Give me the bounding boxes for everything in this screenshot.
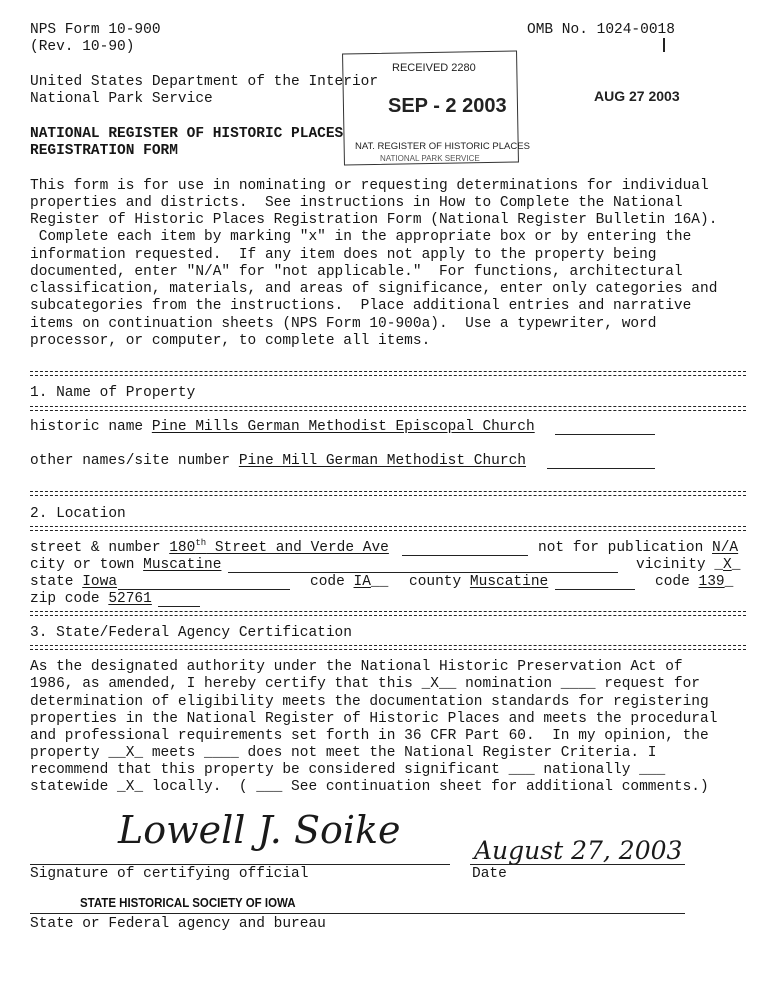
agency-name: National Park Service	[30, 91, 213, 107]
section-divider	[30, 611, 746, 616]
date-line	[470, 864, 685, 865]
received-stamp-register: NAT. REGISTER OF HISTORIC PLACES	[355, 141, 530, 152]
state-code-value: IA	[353, 574, 371, 590]
corner-mark	[663, 38, 665, 52]
zip-underline	[158, 606, 200, 607]
handwritten-date: August 27, 2003	[474, 836, 683, 865]
other-names-field	[30, 453, 526, 470]
historic-name-label: historic name	[30, 419, 152, 435]
city-value: Muscatine	[143, 557, 222, 573]
certification-line-3: determination of eligibility meets the documentation standards for registering	[30, 694, 709, 710]
not-for-publication-field	[538, 540, 738, 557]
section-divider	[30, 526, 746, 531]
county-underline	[555, 589, 635, 590]
city-field	[30, 557, 221, 574]
certification-line-5: and professional requirements set forth in 36 CFR Part 60. In my opinion, the	[30, 728, 709, 744]
form-number: NPS Form 10-900	[30, 22, 161, 38]
form-title: NATIONAL REGISTER OF HISTORIC PLACES	[30, 126, 344, 142]
state-underline	[118, 589, 290, 590]
street-label: street & number	[30, 540, 170, 556]
section-2-heading: 2. Location	[30, 506, 126, 522]
certification-line-4: properties in the National Register of Historic Places and meets the procedural	[30, 711, 718, 727]
zip-value: 52761	[108, 591, 152, 607]
section-divider	[30, 645, 746, 650]
certification-line-6: property __X_ meets ____ does not meet the National Register Criteria. I	[30, 745, 657, 761]
instructions-line-5: information requested. If any item does not apply to the property being	[30, 247, 657, 263]
county-value: Muscatine	[469, 574, 549, 590]
instructions-line-10: processor, or computer, to complete all items.	[30, 333, 431, 349]
state-code-label: code	[310, 574, 354, 590]
handwritten-signature: Lowell J. Soike	[118, 808, 401, 852]
instructions-line-8: subcategories from the instructions. Place additional entries and narrative	[30, 298, 692, 314]
vicinity-label: vicinity	[636, 557, 715, 573]
county-field	[409, 574, 548, 591]
street-value: 180th Street and Verde Ave	[169, 538, 389, 556]
instructions-line-6: documented, enter "N/A" for "not applicable." For functions, architectural	[30, 264, 683, 280]
instructions-line-9: items on continuation sheets (NPS Form 10-900a). Use a typewriter, word	[30, 316, 657, 332]
date-label: Date	[472, 866, 507, 882]
certification-line-1: As the designated authority under the National Historic Preservation Act of	[30, 659, 683, 675]
aug-date-stamp: AUG 27 2003	[594, 88, 680, 104]
certification-line-8: statewide _X_ locally. ( ___ See continuation sheet for additional comments.)	[30, 779, 709, 795]
section-divider	[30, 406, 746, 411]
instructions-line-4: Complete each item by marking "x" in the appropriate box or by entering the	[30, 229, 692, 245]
department-name: United States Department of the Interior	[30, 74, 379, 90]
instructions-line-7: classification, materials, and areas of significance, enter only categories and	[30, 281, 718, 297]
city-label: city or town	[30, 557, 144, 573]
received-stamp-label: RECEIVED 2280	[392, 62, 476, 74]
instructions-line-1: This form is for use in nominating or requesting determinations for individual	[30, 178, 709, 194]
instructions-line-2: properties and districts. See instructions in How to Complete the National	[30, 195, 683, 211]
vicinity-value: X	[723, 557, 732, 573]
bureau-label: State or Federal agency and bureau	[30, 916, 326, 932]
form-revision: (Rev. 10-90)	[30, 39, 135, 55]
zip-label: zip code	[30, 591, 109, 607]
received-stamp-date: SEP - 2 2003	[388, 95, 507, 117]
other-names-value: Pine Mill German Methodist Church	[238, 453, 526, 469]
county-code-label: code	[655, 574, 699, 590]
historic-name-underline	[555, 434, 655, 435]
section-3-heading: 3. State/Federal Agency Certification	[30, 625, 352, 641]
form-subtitle: REGISTRATION FORM	[30, 143, 178, 159]
historic-name-field	[30, 419, 535, 436]
street-underline	[402, 555, 528, 556]
signature-line	[30, 864, 450, 865]
section-1-heading: 1. Name of Property	[30, 385, 196, 401]
county-code-value: 139	[698, 574, 725, 590]
other-names-label: other names/site number	[30, 453, 239, 469]
state-label: state	[30, 574, 83, 590]
street-field	[30, 540, 389, 557]
not-for-publication-value: N/A	[712, 540, 739, 556]
vicinity-field: vicinity _X_	[636, 557, 741, 573]
signature-label: Signature of certifying official	[30, 866, 309, 882]
city-underline	[228, 572, 618, 573]
state-field	[30, 574, 117, 591]
historic-name-value: Pine Mills German Methodist Episcopal Church	[151, 419, 535, 435]
agency-stamp: STATE HISTORICAL SOCIETY OF IOWA	[80, 896, 296, 910]
bureau-line	[30, 913, 685, 914]
received-stamp-park: NATIONAL PARK SERVICE	[380, 154, 480, 163]
county-label: county	[409, 574, 470, 590]
zip-field	[30, 591, 152, 608]
instructions-line-3: Register of Historic Places Registration Form (National Register Bulletin 16A).	[30, 212, 718, 228]
not-for-publication-label: not for publication	[538, 540, 713, 556]
state-value: Iowa	[82, 574, 118, 590]
state-code-field: code IA__	[310, 574, 389, 590]
section-divider	[30, 371, 746, 376]
section-divider	[30, 491, 746, 496]
certification-line-7: recommend that this property be considered significant ___ nationally ___	[30, 762, 666, 778]
certification-line-2: 1986, as amended, I hereby certify that this _X__ nomination ____ request for	[30, 676, 701, 692]
county-code-field: code 139_	[655, 574, 734, 590]
other-names-underline	[547, 468, 655, 469]
omb-number: OMB No. 1024-0018	[527, 22, 675, 38]
